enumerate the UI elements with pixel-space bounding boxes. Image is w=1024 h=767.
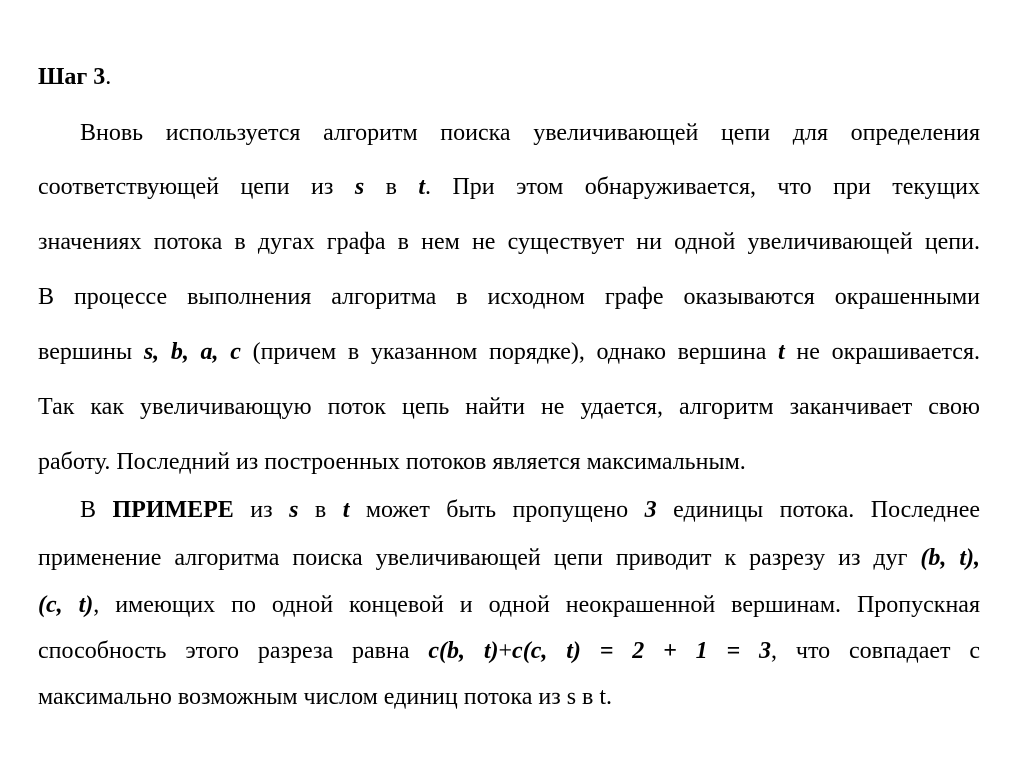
text-run: + [498,638,513,664]
text-run: не окрашивается. [784,339,980,365]
emphasis-text: (b, t), [920,545,980,571]
paragraph-example-line [38,636,980,666]
step-heading-period: . [105,64,112,90]
text-run: соответствующей цепи из [38,174,355,200]
paragraph-algorithm-line [38,227,980,257]
emphasis-text: (c, t) [38,592,94,618]
paragraph-example-line [80,495,980,525]
emphasis-text: 3 [644,497,657,523]
text-run: , имеющих по одной концевой и одной неокрашенной вершинам. Пропускная [93,592,980,618]
paragraph-algorithm-line [38,282,980,312]
text-run: способность этого разреза равна [38,638,429,664]
paragraph-example-line [38,590,980,620]
emphasis-text: s [289,497,299,523]
text-run: В [80,497,113,523]
text-run: В процессе выполнения алгоритма в исходном графе оказываются окрашенными [38,284,980,310]
text-run: Так как увеличивающую поток цепь найти не удается, алгоритм заканчивает свою [38,394,980,420]
emphasis-text: c(b, t) [428,638,499,664]
emphasis-text: t [418,174,426,200]
text-run: из [233,497,290,523]
emphasis-text: s [354,174,365,200]
paragraph-example-line [38,543,980,573]
emphasis-text: t [342,497,350,523]
text-run: , что совпадает с [771,638,980,664]
text-run: в [298,497,343,523]
text-run: значениях потока в дугах графа в нем не существует ни одной увеличивающей цепи. [38,229,980,255]
text-run: единицы потока. Последнее [656,497,980,523]
paragraph-algorithm-line [38,337,980,367]
text-run: работу. Последний из построенных потоков является максимальным. [38,449,746,475]
text-run: максимально возможным числом единиц потока из s в t. [38,684,613,710]
text-run: может быть пропущено [349,497,645,523]
text-run: вершины [38,339,144,365]
step-heading [38,62,111,92]
emphasis-text: t [778,339,785,365]
text-run: в [364,174,419,200]
paragraph-algorithm-line [80,118,980,148]
paragraph-algorithm-line [38,447,980,477]
paragraph-algorithm-line [38,392,980,422]
paragraph-algorithm-line [38,172,980,202]
text-run: (причем в указанном порядке), однако вершина [240,339,779,365]
paragraph-example-line [38,682,980,712]
text-run: Вновь используется алгоритм поиска увеличивающей цепи для определения [80,120,980,146]
text-run: применение алгоритма поиска увеличивающей цепи приводит к разрезу из дуг [38,545,921,571]
emphasis-text: s, b, a, c [143,339,241,365]
emphasis-text: c(c, t) = 2 + 1 = 3 [512,638,772,664]
step-heading-label: Шаг 3 [38,64,106,90]
text-run: . При этом обнаруживается, что при текущих [425,174,981,200]
emphasis-text: ПРИМЕРЕ [112,497,234,523]
